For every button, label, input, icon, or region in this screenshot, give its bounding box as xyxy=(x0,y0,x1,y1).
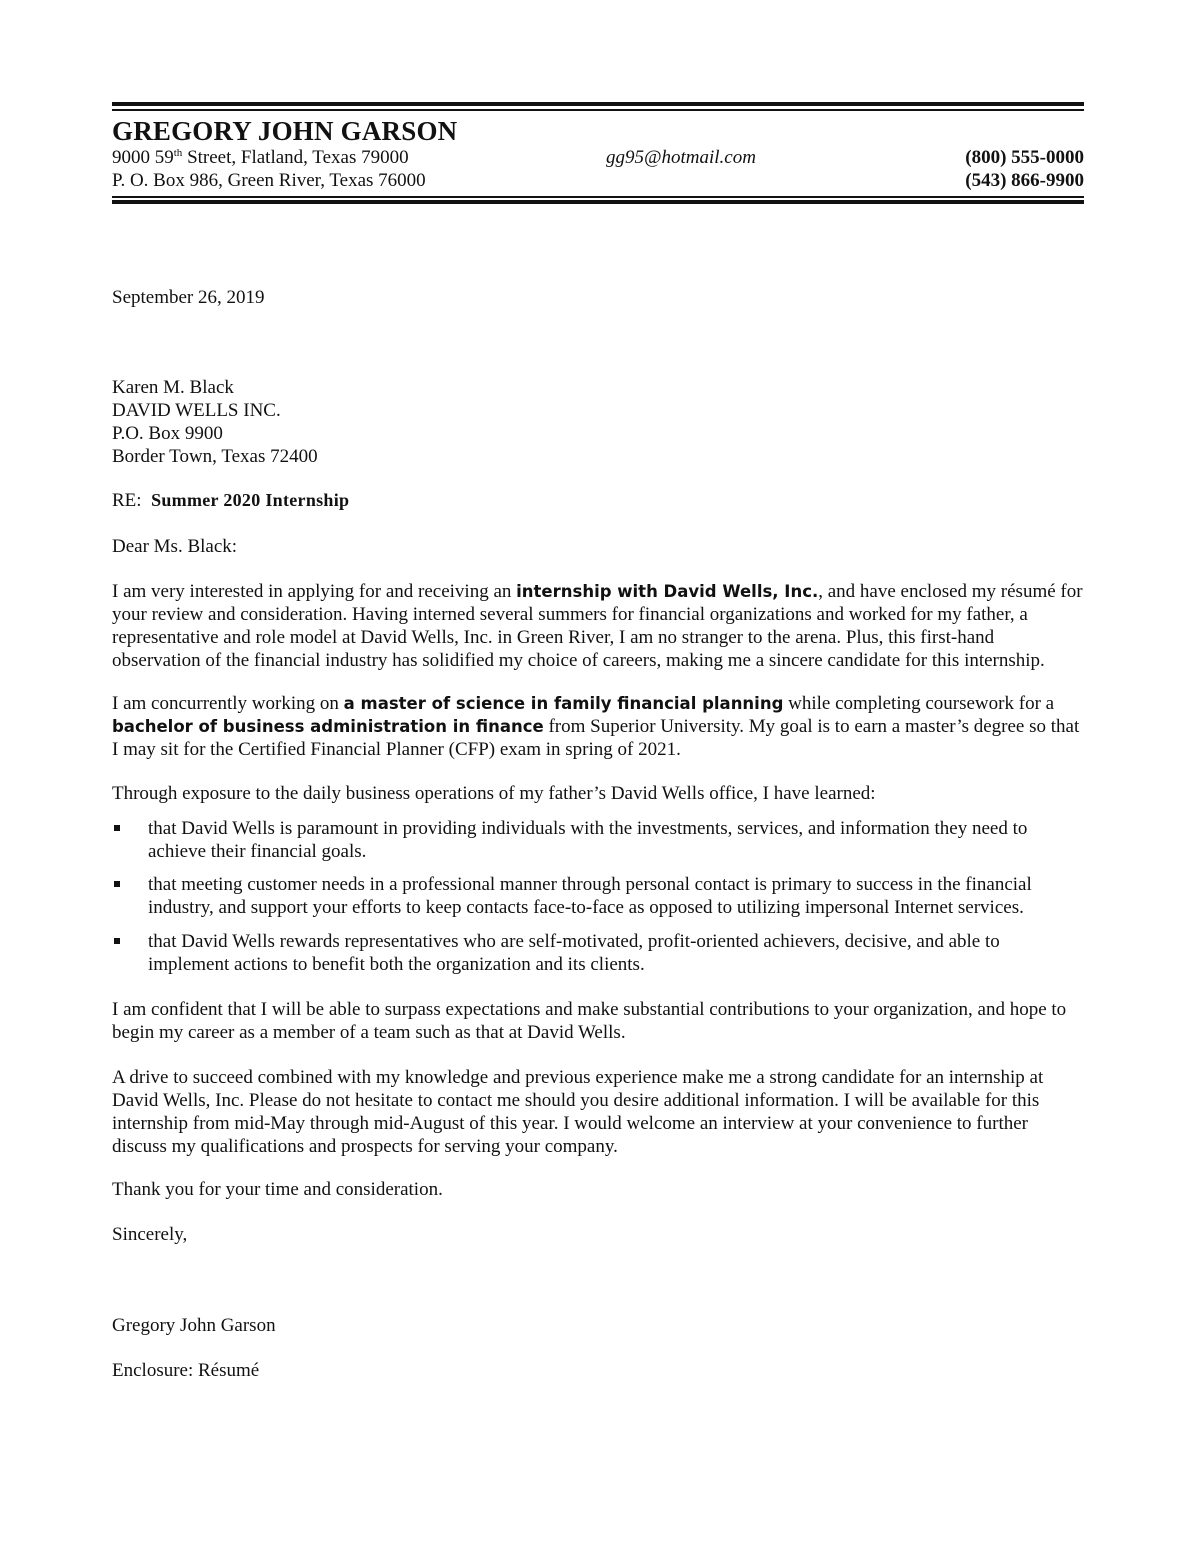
applicant-name: GREGORY JOHN GARSON xyxy=(112,116,458,146)
recipient-name: Karen M. Black xyxy=(112,377,234,398)
p2-text-c: while completing coursework for a xyxy=(783,693,1055,714)
list-item xyxy=(112,930,1084,976)
closing: Sincerely, xyxy=(112,1224,188,1245)
paragraph-education xyxy=(112,692,1084,761)
paragraph-learned: Through exposure to the daily business operations of my father’s David Wells office, I have learned: xyxy=(112,783,876,804)
bullet-square-icon xyxy=(114,938,120,944)
re-line xyxy=(112,489,1084,512)
phone-secondary: (543) 866-9900 xyxy=(965,170,1084,191)
header-top-rule-thin xyxy=(112,109,1084,111)
email-address[interactable]: gg95@hotmail.com xyxy=(606,147,756,168)
paragraph-confidence: I am confident that I will be able to surpass expectations and make substantial contributions to your organization, and hope to begin my career as a member of a team such as that at David Wells. xyxy=(112,999,1067,1043)
po-box-address: P. O. Box 986, Green River, Texas 76000 xyxy=(112,170,426,191)
salutation: Dear Ms. Black: xyxy=(112,536,238,557)
p1-text-a: I am very interested in applying for and receiving an xyxy=(112,581,517,602)
header-top-rule-thick xyxy=(112,102,1084,106)
header-line-2 xyxy=(112,170,1084,194)
phone-primary: (800) 555-0000 xyxy=(965,147,1084,168)
signature-name: Gregory John Garson xyxy=(112,1315,276,1336)
header-line-1 xyxy=(112,147,1084,171)
paragraph-intro xyxy=(112,580,1084,672)
thanks-line: Thank you for your time and consideration. xyxy=(112,1179,443,1200)
list-item xyxy=(112,817,1084,863)
p1-emphasis: internship with David Wells, Inc. xyxy=(516,582,819,601)
recipient-company: DAVID WELLS INC. xyxy=(112,400,281,421)
enclosure-line: Enclosure: Résumé xyxy=(112,1360,260,1381)
p2-emphasis-masters: a master of science in family financial planning xyxy=(343,694,784,713)
list-item-text: that David Wells is paramount in providing individuals with the investments, services, and information they need to achieve their financial goals. xyxy=(148,818,1028,862)
p2-text-e: from Superior University. My goal is to earn a master’s degree so that I may sit for the Certified Financial Planner (CFP) exam in spring of 2021. xyxy=(112,716,1080,760)
list-item-text: that David Wells rewards representatives who are self-motivated, profit-oriented achievers, decisive, and able to implement actions to benefit both the organization and its clients. xyxy=(148,931,1000,975)
recipient-po-box: P.O. Box 9900 xyxy=(112,423,223,444)
paragraph-availability: A drive to succeed combined with my knowledge and previous experience make me a strong candidate for an internship at David Wells, Inc. Please do not hesitate to contact me should you desire additional information. I will be available for this internship from mid-May through mid-August of this year. I would welcome an interview at your convenience to further discuss my qualifications and prospects for serving your company. xyxy=(112,1067,1044,1157)
street-number: 9000 59 xyxy=(112,147,174,168)
p2-text-a: I am concurrently working on xyxy=(112,693,344,714)
recipient-city: Border Town, Texas 72400 xyxy=(112,446,318,467)
p1-text-c: , and have enclosed my résumé for your review and consideration. Having interned several summers for financial organizations and worked for my father, a representative and role model at David Wells, Inc. in Green River, I am no stranger to the arena. Plus, this first-hand observation of the financial industry has solidified my choice of careers, making me a sincere candidate for this internship. xyxy=(112,581,1083,671)
p2-emphasis-bachelors: bachelor of business administration in finance xyxy=(112,717,544,736)
header-bottom-rule-thick xyxy=(112,200,1084,204)
bullet-square-icon xyxy=(114,881,120,887)
street-ordinal: th xyxy=(173,147,183,159)
list-item-text: that meeting customer needs in a professional manner through personal contact is primary to success in the financial industry, and support your efforts to keep contacts face-to-face as opposed to utilizing impersonal Internet services. xyxy=(148,874,1032,918)
header-bottom-rule-thin xyxy=(112,196,1084,198)
re-label: RE: xyxy=(112,490,142,511)
list-item xyxy=(112,873,1084,919)
bullet-square-icon xyxy=(114,825,120,831)
street-address xyxy=(112,147,409,169)
re-subject: Summer 2020 Internship xyxy=(151,490,350,510)
recipient-block xyxy=(112,376,1084,468)
letter-date: September 26, 2019 xyxy=(112,287,265,308)
street-rest: Street, Flatland, Texas 79000 xyxy=(182,147,409,168)
